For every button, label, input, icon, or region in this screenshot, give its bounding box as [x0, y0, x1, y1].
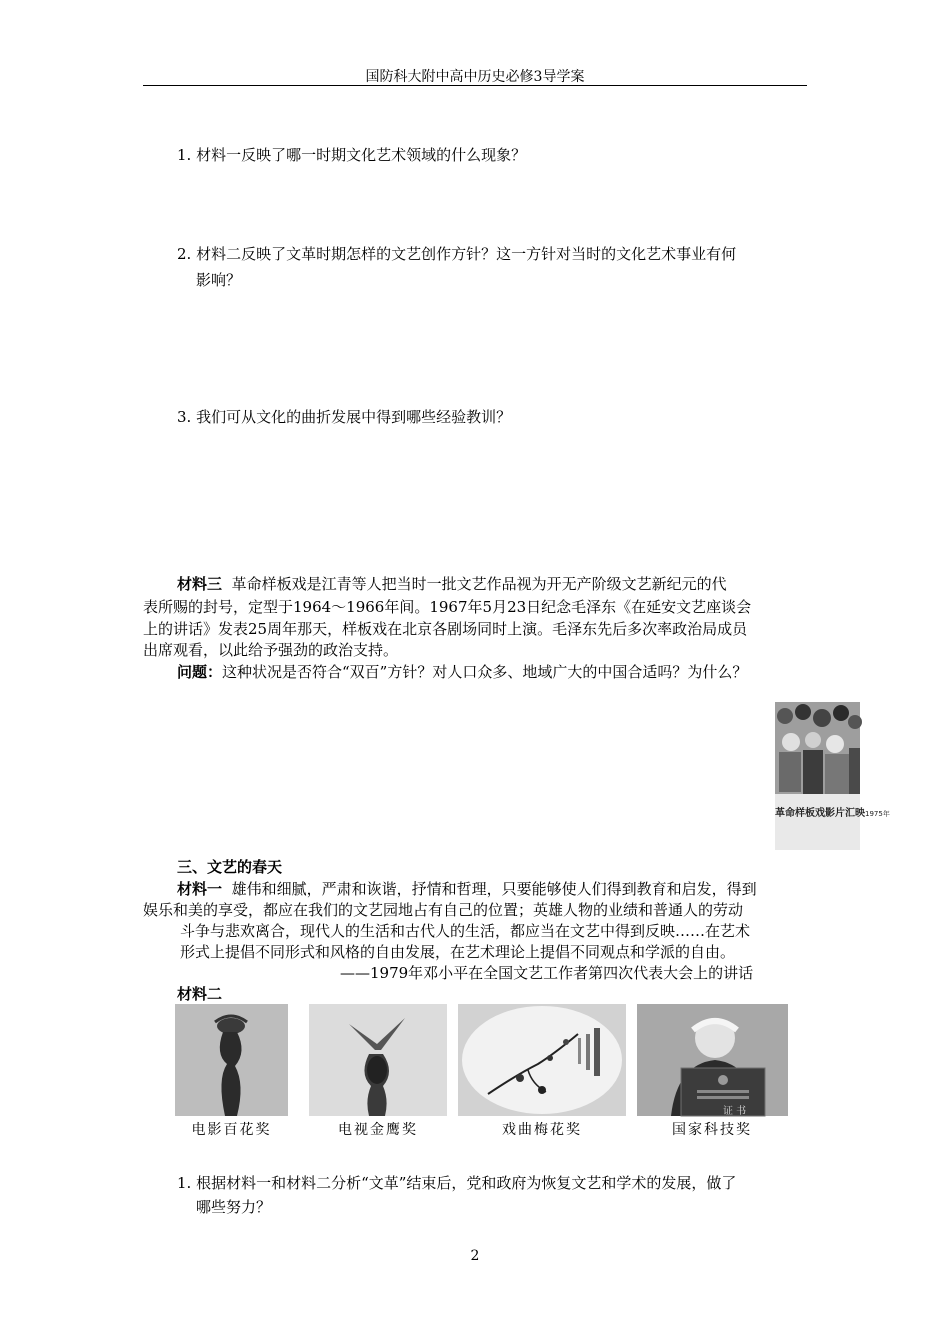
- material-1-line-2: 娱乐和美的享受，都应在我们的文艺园地占有自己的位置；英雄人物的业绩和普通人的劳动: [143, 901, 744, 919]
- material-3-line-4: 出席观看，以此给予强劲的政治支持。: [143, 641, 399, 659]
- crowd-image: [775, 702, 860, 850]
- award-caption-film: 电影百花奖: [191, 1122, 272, 1138]
- material-1-line-1: [177, 879, 757, 900]
- material-3-text-1: 革命样板戏是江青等人把当时一批文艺作品视为开无产阶级文艺新纪元的代: [231, 575, 727, 593]
- award-image-tv: [309, 1004, 447, 1116]
- material-1-line-3: 斗争与悲欢离合，现代人的生活和古代人的生活，都应当在文艺中得到反映……在艺术: [180, 922, 751, 940]
- award-image-opera: [458, 1004, 626, 1116]
- material-1-label: 材料一: [177, 880, 223, 898]
- photo-banner-year: 1975年: [865, 810, 890, 818]
- question-3: 3. 我们可从文化的曲折发展中得到哪些经验教训？: [177, 408, 512, 426]
- material-1-line-4: 形式上提倡不同形式和风格的自由发展，在艺术理论上提倡不同观点和学派的自由。: [180, 943, 736, 961]
- material-3-line-1: [177, 574, 727, 595]
- question-text: 这种状况是否符合“双百”方针？对人口众多、地域广大的中国合适吗？为什么？: [222, 663, 748, 681]
- award-image-film: [175, 1004, 288, 1116]
- material-3-line-2: 表所赐的封号，定型于1964～1966年间。1967年5月23日纪念毛泽东《在延安文艺座谈会: [143, 598, 752, 616]
- page-header: 国防科大附中高中历史必修3导学案: [365, 69, 585, 85]
- question-2-line-2: 影响？: [196, 271, 242, 289]
- bottom-question-1-line-2: 哪些努力？: [196, 1198, 272, 1216]
- question-1: 1. 材料一反映了哪一时期文化艺术领域的什么现象？: [177, 146, 527, 164]
- award-image-science: [637, 1004, 788, 1116]
- material-3-label: 材料三: [177, 575, 223, 593]
- material-3-question: [177, 662, 747, 683]
- hundred-flowers-trophy-icon: [175, 1004, 288, 1116]
- science-award-photo-icon: [637, 1004, 788, 1116]
- section-3-title: 三、文艺的春天: [177, 858, 283, 876]
- award-caption-science: 国家科技奖: [672, 1122, 752, 1138]
- photo-banner-text: 革命样板戏影片汇映: [775, 808, 865, 819]
- material-1-text-1: 雄伟和细腻，严肃和诙谐，抒情和哲理，只要能够使人们得到教育和启发，得到: [231, 880, 757, 898]
- certificate-text: 证 书: [723, 1106, 747, 1117]
- golden-eagle-trophy-icon: [309, 1004, 447, 1116]
- plum-blossom-painting-icon: [458, 1004, 626, 1116]
- material-1-source: ——1979年邓小平在全国文艺工作者第四次代表大会上的讲话: [340, 964, 754, 982]
- bottom-question-1-line-1: 1. 根据材料一和材料二分析“文革”结束后，党和政府为恢复文艺和学术的发展，做了: [177, 1174, 737, 1192]
- material-3-line-3: 上的讲话》发表25周年那天，样板戏在北京各剧场同时上演。毛泽东先后多次率政治局成员: [143, 620, 748, 638]
- header-rule: [143, 85, 807, 86]
- model-opera-photo: [775, 702, 890, 850]
- award-caption-opera: 戏曲梅花奖: [502, 1122, 582, 1138]
- page-number: 2: [470, 1248, 480, 1264]
- question-label: 问题：: [177, 663, 223, 681]
- question-2-line-1: 2. 材料二反映了文革时期怎样的文艺创作方针？这一方针对当时的文化艺术事业有何: [177, 245, 737, 263]
- material-2-label: 材料二: [177, 985, 223, 1003]
- award-caption-tv: 电视金鹰奖: [338, 1122, 418, 1138]
